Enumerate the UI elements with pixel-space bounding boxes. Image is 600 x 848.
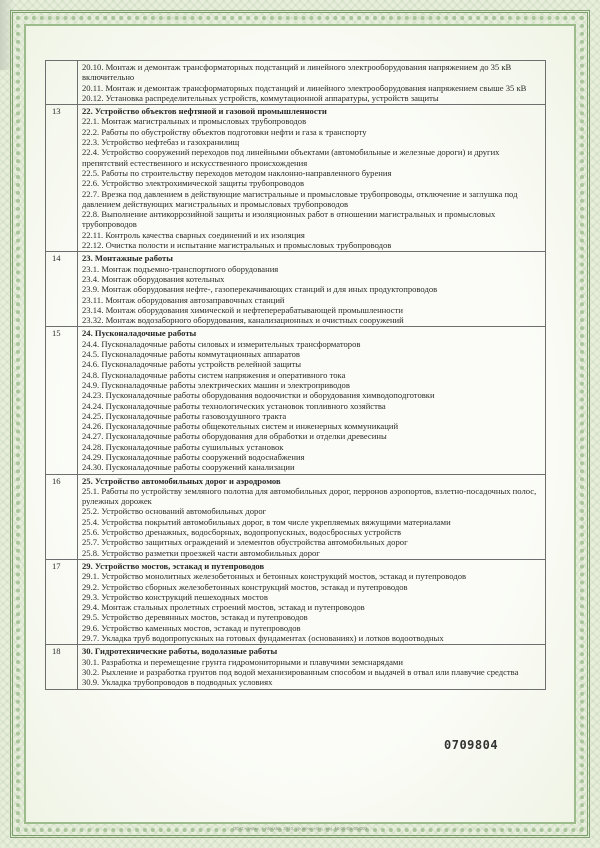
work-item: 23.32. Монтаж водозаборного оборудования, канализационных и очистных сооружений xyxy=(82,315,404,326)
work-item: 22.1. Монтаж магистральных и промысловых трубопроводов xyxy=(82,116,307,127)
row-number: 18 xyxy=(46,645,78,689)
work-item: 24.5. Пусконаладочные работы коммутационных аппаратов xyxy=(82,349,300,360)
work-item: 22.5. Работы по строительству переходов методом наклонно-направленного бурения xyxy=(82,167,392,178)
table-row xyxy=(46,252,546,327)
work-item: 29.3. Устройство конструкций пешеходных мостов xyxy=(82,591,268,602)
work-item: 25.4. Устройства покрытий автомобильных дорог, в том числе укрепляемых вяжущими материалами xyxy=(82,516,451,527)
work-item: 22.11. Контроль качества сварных соединений и их изоляция xyxy=(82,229,305,240)
row-content xyxy=(78,559,546,644)
work-item: 20.10. Монтаж и демонтаж трансформаторных подстанций и линейного электрооборудования напряжением до 35 кВ включительно xyxy=(82,62,512,83)
row-content xyxy=(78,61,546,105)
row-number: 15 xyxy=(46,327,78,474)
work-item: 24.29. Пусконаладочные работы сооружений водоснабжения xyxy=(82,451,305,462)
work-item: 24.8. Пусконаладочные работы систем напряжения и оперативного тока xyxy=(82,369,346,380)
work-item: 29.2. Устройство сборных железобетонных конструкций мостов, эстакад и путепроводов xyxy=(82,581,408,592)
work-item: 23.11. Монтаж оборудования автозаправочных станций xyxy=(82,294,285,305)
row-number: 13 xyxy=(46,105,78,252)
work-item: 24.28. Пусконаладочные работы сушильных установок xyxy=(82,441,284,452)
work-item: 30.2. Рыхление и разработка грунтов под водой механизированным способом и выдачей в отвал или плавучие средства xyxy=(82,666,519,677)
work-item: 24.4. Пусконаладочные работы силовых и измерительных трансформаторов xyxy=(82,338,361,349)
work-item: 25.6. Устройство дренажных, водосборных, водопропускных, водосбросных устройств xyxy=(82,527,402,538)
work-item: 24.9. Пусконаладочные работы электрических машин и электроприводов xyxy=(82,379,350,390)
row-content xyxy=(78,645,546,689)
work-item: 23.1. Монтаж подъемно-транспортного оборудования xyxy=(82,263,279,274)
row-content xyxy=(78,474,546,559)
work-item: 20.11. Монтаж и демонтаж трансформаторных подстанций и линейного электрооборудования напряжением свыше 35 кВ xyxy=(82,82,527,93)
work-item: 29.7. Укладка труб водопропускных на готовых фундаментах (основаниях) и лотков водоотводных xyxy=(82,633,444,644)
row-number: 16 xyxy=(46,474,78,559)
row-number xyxy=(46,61,78,105)
work-item: 24.23. Пусконаладочные работы оборудования водоочистки и оборудования химводоподготовки xyxy=(82,390,435,401)
work-item: 29.5. Устройство деревянных мостов, эстакад и путепроводов xyxy=(82,612,308,623)
row-number: 14 xyxy=(46,252,78,327)
section-heading: 30. Гидротехнические работы, водолазные работы xyxy=(82,646,278,657)
work-item: 23.4. Монтаж оборудования котельных xyxy=(82,273,225,284)
table-row xyxy=(46,645,546,689)
work-item: 25.2. Устройство оснований автомобильных дорог xyxy=(82,506,267,517)
work-item: 22.4. Устройство сооружений переходов под линейными объектами (автомобильные и железные дороги) и других препятствий естественного и искусственного происхождения xyxy=(82,147,500,168)
work-item: 30.1. Разработка и перемещение грунта гидромониторными и плавучими земснарядами xyxy=(82,656,403,667)
work-types-table-container xyxy=(45,60,545,690)
printer-footer: ООО «Знак», г. Москва, 2010, уровень «В», лиц. № 05-05-09/003 xyxy=(232,826,368,831)
work-item: 25.8. Устройство разметки проезжей части автомобильных дорог xyxy=(82,547,320,558)
section-heading: 25. Устройство автомобильных дорог и аэродромов xyxy=(82,475,281,486)
work-item: 25.7. Устройство защитных ограждений и элементов обустройства автомобильных дорог xyxy=(82,537,408,548)
row-content xyxy=(78,252,546,327)
work-item: 29.6. Устройство каменных мостов, эстакад и путепроводов xyxy=(82,622,301,633)
table-row xyxy=(46,61,546,105)
section-heading: 22. Устройство объектов нефтяной и газовой промышленности xyxy=(82,106,327,117)
work-item: 22.7. Врезка под давлением в действующие магистральные и промысловые трубопроводы, отключение и заглушка под давлением действующих магистральных и промысловых трубопроводов xyxy=(82,188,518,209)
work-item: 22.12. Очистка полости и испытание магистральных и промысловых трубопроводов xyxy=(82,240,392,251)
table-row xyxy=(46,559,546,644)
table-row xyxy=(46,327,546,474)
section-heading: 23. Монтажные работы xyxy=(82,253,173,264)
work-item: 29.1. Устройство монолитных железобетонных и бетонных конструкций мостов, эстакад и путепроводов xyxy=(82,571,467,582)
serial-number: 0709804 xyxy=(444,738,499,752)
work-item: 20.12. Установка распределительных устройств, коммутационной аппаратуры, устройств защиты xyxy=(82,92,439,103)
row-number: 17 xyxy=(46,559,78,644)
row-content xyxy=(78,105,546,252)
work-item: 29.4. Монтаж стальных пролетных строений мостов, эстакад и путепроводов xyxy=(82,602,365,613)
work-item: 25.1. Работы по устройству земляного полотна для автомобильных дорог, перронов аэропортов, взлетно-посадочных полос, рулежных дорожек xyxy=(82,485,537,507)
work-item: 23.9. Монтаж оборудования нефте-, газоперекачивающих станций и для иных продуктопроводов xyxy=(82,284,438,295)
work-item: 22.6. Устройство электрохимической защиты трубопроводов xyxy=(82,178,305,189)
work-types-table xyxy=(45,60,546,690)
section-heading: 29. Устройство мостов, эстакад и путепроводов xyxy=(82,560,265,571)
work-item: 24.27. Пусконаладочные работы оборудования для обработки и отделки древесины xyxy=(82,431,387,442)
work-item: 24.24. Пусконаладочные работы технологических установок топливного хозяйства xyxy=(82,400,386,411)
work-item: 30.9. Укладка трубопроводов в подводных условиях xyxy=(82,677,273,688)
work-item: 23.14. Монтаж оборудования химической и нефтеперерабатывающей промышленности xyxy=(82,304,403,315)
work-item: 24.30. Пусконаладочные работы сооружений канализации xyxy=(82,462,295,473)
work-types-table-body xyxy=(46,61,546,690)
work-item: 24.25. Пусконаладочные работы газовоздушного тракта xyxy=(82,410,287,421)
table-row xyxy=(46,105,546,252)
section-heading: 24. Пусконаладочные работы xyxy=(82,328,197,339)
work-item: 24.6. Пусконаладочные работы устройств релейной защиты xyxy=(82,359,302,370)
row-content xyxy=(78,327,546,474)
work-item: 24.26. Пусконаладочные работы общекотельных систем и инженерных коммуникаций xyxy=(82,421,399,432)
work-item: 22.3. Устройство нефтебаз и газохранилищ xyxy=(82,137,240,148)
table-row xyxy=(46,474,546,559)
work-item: 22.8. Выполнение антикоррозийной защиты и изоляционных работ в отношении магистральных и промысловых трубопроводов xyxy=(82,209,496,230)
work-item: 22.2. Работы по обустройству объектов подготовки нефти и газа к транспорту xyxy=(82,126,367,137)
